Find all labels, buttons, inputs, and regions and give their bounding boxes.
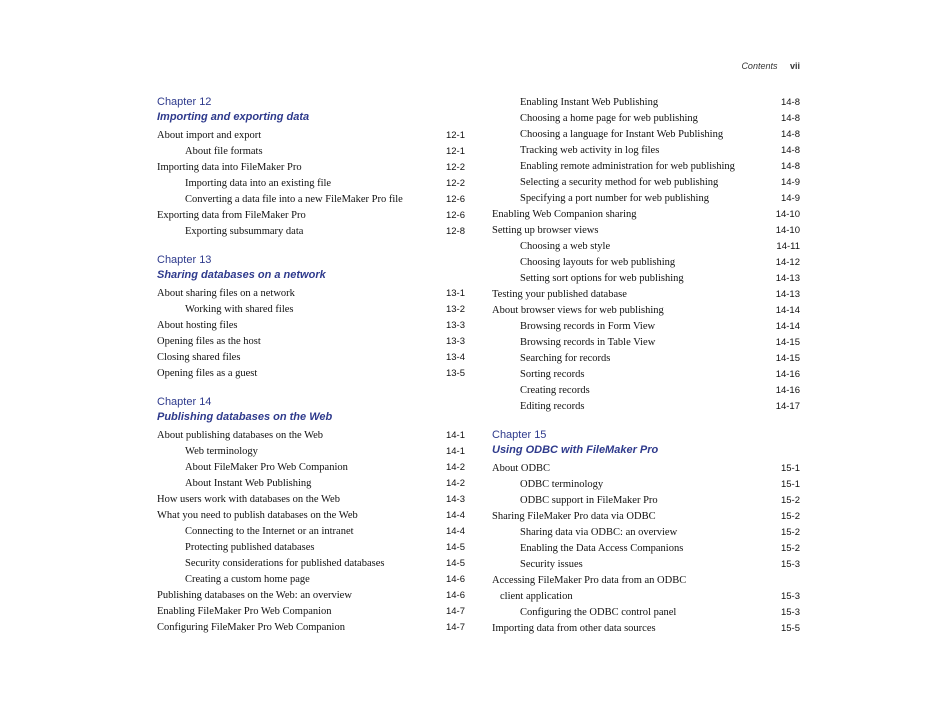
toc-page: 14-1	[445, 430, 465, 441]
toc-page: 15-5	[780, 623, 800, 634]
toc-entry-text: About import and export	[157, 130, 262, 141]
toc-entry[interactable]	[157, 318, 465, 334]
toc-entry[interactable]	[157, 460, 465, 476]
toc-entry-text: About FileMaker Pro Web Companion	[185, 462, 348, 473]
toc-entry-text: Enabling remote administration for web publishing	[520, 161, 735, 172]
toc-entry-text: Working with shared files	[185, 304, 294, 315]
toc-entry-text: Connecting to the Internet or an intranet	[185, 526, 354, 537]
toc-entry[interactable]	[492, 461, 800, 477]
toc-page: 14-8	[780, 145, 800, 156]
toc-entry[interactable]	[492, 255, 800, 271]
toc-entry-text: Choosing a language for Instant Web Publishing	[520, 129, 724, 140]
toc-entry-text: Opening files as a guest	[157, 368, 258, 379]
toc-entry[interactable]	[492, 143, 800, 159]
toc-entry[interactable]	[157, 224, 465, 240]
toc-entry-text: Enabling the Data Access Companions	[520, 543, 684, 554]
toc-entry-text: client application	[500, 591, 573, 602]
toc-entry[interactable]	[492, 399, 800, 415]
toc-entry[interactable]	[492, 319, 800, 335]
chapter-number: Chapter 12	[157, 96, 212, 108]
toc-entry-text: About sharing files on a network	[157, 288, 295, 299]
toc-entry-text: About ODBC	[492, 463, 551, 474]
toc-page: 13-3	[445, 320, 465, 331]
toc-entry-text: Sorting records	[520, 369, 585, 380]
toc-page: 14-8	[780, 129, 800, 140]
toc-entry[interactable]	[492, 303, 800, 319]
header-label: Contents	[741, 61, 778, 71]
toc-page: 13-1	[445, 288, 465, 299]
toc-page: 14-4	[445, 510, 465, 521]
toc-entry-text: What you need to publish databases on the Web	[157, 510, 358, 521]
toc-entry[interactable]	[492, 493, 800, 509]
toc-entry[interactable]	[157, 540, 465, 556]
chapter-14	[157, 395, 465, 425]
toc-page: 14-15	[775, 353, 800, 364]
toc-entry[interactable]	[157, 128, 465, 144]
toc-page: 13-2	[445, 304, 465, 315]
toc-entry-text: How users work with databases on the Web	[157, 494, 340, 505]
toc-page: 14-16	[775, 369, 800, 380]
toc-entry-text: About Instant Web Publishing	[185, 478, 312, 489]
toc-page: 15-2	[780, 527, 800, 538]
toc-entry[interactable]	[157, 208, 465, 224]
toc-entry-text: Security considerations for published databases	[185, 558, 385, 569]
toc-entry[interactable]	[492, 223, 800, 239]
toc-entry-text: Importing data into an existing file	[185, 178, 332, 189]
toc-entry-continuation	[492, 589, 800, 605]
toc-entry[interactable]	[492, 509, 800, 525]
toc-entry-text: Enabling Instant Web Publishing	[520, 97, 659, 108]
toc-page: 14-8	[780, 113, 800, 124]
toc-entry[interactable]	[157, 366, 465, 382]
toc-entry[interactable]	[492, 557, 800, 573]
toc-entry-text: About browser views for web publishing	[492, 305, 664, 316]
toc-entry-text: Setting up browser views	[492, 225, 599, 236]
toc-page: 14-10	[775, 209, 800, 220]
toc-entry[interactable]	[157, 428, 465, 444]
chapter-12	[157, 95, 465, 125]
toc-entry-text: About publishing databases on the Web	[157, 430, 324, 441]
toc-entry[interactable]	[492, 127, 800, 143]
toc-entry[interactable]	[157, 302, 465, 318]
toc-entry-text: Configuring FileMaker Pro Web Companion	[157, 622, 345, 633]
toc-page: 15-3	[780, 591, 800, 602]
chapter-title: Using ODBC with FileMaker Pro	[492, 444, 659, 456]
chapter-number: Chapter 13	[157, 254, 212, 266]
toc-entry-text: Enabling Web Companion sharing	[492, 209, 637, 220]
toc-page: 14-10	[775, 225, 800, 236]
toc-entry-text: Choosing a home page for web publishing	[520, 113, 698, 124]
toc-entry[interactable]	[492, 191, 800, 207]
toc-entry[interactable]	[492, 383, 800, 399]
chapter-15	[492, 428, 800, 458]
toc-page: 14-6	[445, 590, 465, 601]
spacer	[157, 382, 465, 395]
toc-page: 15-3	[780, 607, 800, 618]
toc-entry[interactable]	[492, 605, 800, 621]
toc-entry[interactable]	[492, 159, 800, 175]
toc-page: 15-3	[780, 559, 800, 570]
toc-page: 12-6	[445, 210, 465, 221]
chapter-title: Importing and exporting data	[157, 111, 310, 123]
toc-entry[interactable]	[157, 556, 465, 572]
toc-entry[interactable]	[492, 175, 800, 191]
toc-entry-text: Protecting published databases	[185, 542, 315, 553]
toc-entry-text: Browsing records in Table View	[520, 337, 656, 348]
toc-entry[interactable]	[157, 492, 465, 508]
toc-entry-text: Choosing layouts for web publishing	[520, 257, 676, 268]
toc-page: 14-5	[445, 558, 465, 569]
toc-entry[interactable]	[492, 367, 800, 383]
toc-entry-text: Testing your published database	[492, 289, 627, 300]
toc-entry[interactable]	[157, 350, 465, 366]
toc-entry-text: About file formats	[185, 146, 263, 157]
toc-page: 14-4	[445, 526, 465, 537]
toc-page: 14-9	[780, 177, 800, 188]
chapter-13	[157, 253, 465, 283]
toc-page: 15-1	[780, 463, 800, 474]
spacer	[157, 240, 465, 253]
toc-entry[interactable]	[492, 621, 800, 637]
toc-entry-text: Browsing records in Form View	[520, 321, 656, 332]
toc-entry-text: Accessing FileMaker Pro data from an ODBC	[492, 575, 687, 586]
toc-page: 14-11	[776, 241, 800, 252]
toc-entry-text: Publishing databases on the Web: an overview	[157, 590, 352, 601]
toc-entry-text: Exporting subsummary data	[185, 226, 304, 237]
toc-page: 14-3	[445, 494, 465, 505]
toc-entry[interactable]	[492, 271, 800, 287]
toc-page: 12-1	[445, 130, 465, 141]
toc-right-column	[492, 95, 800, 637]
toc-page: 15-2	[780, 495, 800, 506]
toc-page: 14-14	[775, 321, 800, 332]
toc-page: 14-8	[780, 97, 800, 108]
toc-entry[interactable]	[492, 335, 800, 351]
toc-page: 12-2	[445, 162, 465, 173]
toc-page: 14-5	[445, 542, 465, 553]
toc-entry[interactable]	[492, 111, 800, 127]
toc-page: 14-1	[445, 446, 465, 457]
toc-entry-text: Choosing a web style	[520, 241, 611, 252]
toc-page: 15-2	[780, 511, 800, 522]
toc-page: 13-4	[445, 352, 465, 363]
toc-entry-text: Converting a data file into a new FileMaker Pro file	[185, 194, 403, 205]
toc-page: 14-13	[775, 273, 800, 284]
toc-entry[interactable]	[157, 604, 465, 620]
toc-entry[interactable]	[492, 525, 800, 541]
toc-entry[interactable]	[492, 351, 800, 367]
toc-entry[interactable]	[157, 476, 465, 492]
toc-entry-text: Creating a custom home page	[185, 574, 310, 585]
toc-entry[interactable]	[157, 176, 465, 192]
toc-entry[interactable]	[492, 239, 800, 255]
toc-page: 15-1	[780, 479, 800, 490]
toc-page: 14-14	[775, 305, 800, 316]
toc-entry[interactable]	[157, 286, 465, 302]
toc-entry[interactable]	[492, 95, 800, 111]
toc-left-column	[157, 95, 465, 636]
toc-entry-text: Sharing data via ODBC: an overview	[520, 527, 678, 538]
toc-entry[interactable]	[492, 477, 800, 493]
toc-entry[interactable]	[157, 144, 465, 160]
chapter-title: Publishing databases on the Web	[157, 411, 333, 423]
toc-page: 14-16	[775, 385, 800, 396]
toc-entry-text: Setting sort options for web publishing	[520, 273, 684, 284]
toc-entry[interactable]	[157, 524, 465, 540]
toc-entry-text: Tracking web activity in log files	[520, 145, 660, 156]
toc-entry-text: Web terminology	[185, 446, 258, 457]
toc-entry-text: Opening files as the host	[157, 336, 261, 347]
toc-entry-text: Importing data into FileMaker Pro	[157, 162, 302, 173]
toc-page: 12-2	[445, 178, 465, 189]
toc-entry[interactable]	[492, 573, 800, 605]
toc-entry[interactable]	[157, 508, 465, 524]
toc-page: 14-6	[445, 574, 465, 585]
toc-entry[interactable]	[157, 588, 465, 604]
toc-entry-text: Closing shared files	[157, 352, 241, 363]
toc-entry-text: ODBC support in FileMaker Pro	[520, 495, 658, 506]
toc-entry-text: Selecting a security method for web publishing	[520, 177, 719, 188]
toc-page: 14-2	[445, 478, 465, 489]
toc-entry[interactable]	[157, 620, 465, 636]
toc-entry-text: Creating records	[520, 385, 590, 396]
toc-entry-text: Searching for records	[520, 353, 611, 364]
toc-entry[interactable]	[157, 334, 465, 350]
toc-entry-text: Enabling FileMaker Pro Web Companion	[157, 606, 332, 617]
toc-page: 12-8	[445, 226, 465, 237]
toc-page: 14-8	[780, 161, 800, 172]
toc-entry[interactable]	[492, 287, 800, 303]
toc-entry-text: Sharing FileMaker Pro data via ODBC	[492, 511, 656, 522]
toc-entry[interactable]	[157, 160, 465, 176]
toc-page: 14-17	[775, 401, 800, 412]
toc-page: 13-5	[445, 368, 465, 379]
toc-entry[interactable]	[492, 207, 800, 223]
toc-entry-text: Editing records	[520, 401, 585, 412]
toc-page: 14-12	[775, 257, 800, 268]
toc-entry[interactable]	[157, 192, 465, 208]
toc-page: 15-2	[780, 543, 800, 554]
toc-entry-text: About hosting files	[157, 320, 238, 331]
toc-entry[interactable]	[492, 541, 800, 557]
toc-entry-text: Exporting data from FileMaker Pro	[157, 210, 306, 221]
chapter-title: Sharing databases on a network	[157, 269, 326, 281]
toc-page: 12-6	[445, 194, 465, 205]
toc-entry-text: Specifying a port number for web publishing	[520, 193, 709, 204]
toc-page: 12-1	[445, 146, 465, 157]
toc-page: 14-13	[775, 289, 800, 300]
chapter-number: Chapter 15	[492, 429, 547, 441]
toc-page: 14-9	[780, 193, 800, 204]
toc-page: 14-2	[445, 462, 465, 473]
chapter-number: Chapter 14	[157, 396, 212, 408]
toc-entry[interactable]	[157, 444, 465, 460]
spacer	[492, 415, 800, 428]
toc-entry[interactable]	[157, 572, 465, 588]
toc-entry-text: Configuring the ODBC control panel	[520, 607, 677, 618]
toc-entry-text: Security issues	[520, 559, 583, 570]
toc-page: 13-3	[445, 336, 465, 347]
header-page-number: vii	[789, 61, 800, 71]
toc-page: 14-7	[445, 622, 465, 633]
toc-entry-text: ODBC terminology	[520, 479, 604, 490]
running-header	[741, 61, 800, 71]
toc-page: 14-7	[445, 606, 465, 617]
toc-page: 14-15	[775, 337, 800, 348]
toc-entry-text: Importing data from other data sources	[492, 623, 656, 634]
